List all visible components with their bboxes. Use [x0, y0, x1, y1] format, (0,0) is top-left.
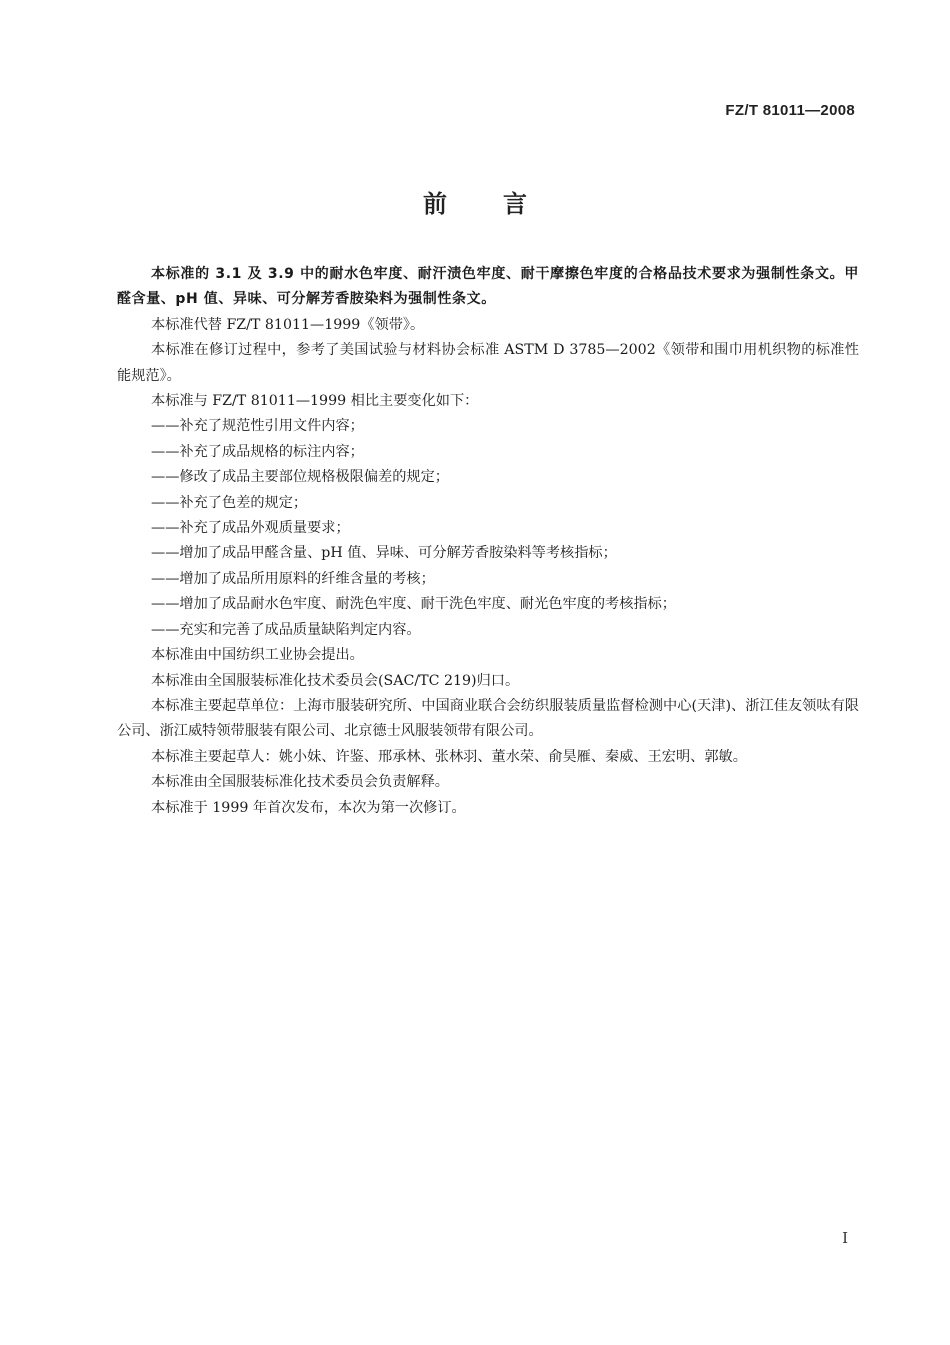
change-item: ——修改了成品主要部位规格极限偏差的规定； [151, 469, 449, 486]
interpretation-paragraph: 本标准由全国服装标准化技术委员会负责解释。 [151, 774, 449, 791]
history-paragraph: 本标准于 1999 年首次发布，本次为第一次修订。 [151, 799, 466, 816]
change-item: ——充实和完善了成品质量缺陷判定内容。 [151, 621, 421, 638]
page-title: 前言 [423, 190, 583, 218]
change-item: ——补充了成品规格的标注内容； [151, 443, 364, 460]
change-item: ——增加了成品所用原料的纤维含量的考核； [151, 570, 435, 587]
change-item: ——补充了色差的规定； [151, 494, 308, 511]
drafters-paragraph: 本标准主要起草人：姚小妹、许鉴、邢承林、张林羽、董水荣、俞昊雁、秦威、王宏明、郭敏。 [151, 748, 747, 765]
page-number: I [842, 1229, 848, 1247]
document-code: FZ/T 81011—2008 [725, 102, 855, 119]
mandatory-clause-paragraph: 本标准的 3.1 及 3.9 中的耐水色牢度、耐汗渍色牢度、耐干摩擦色牢度的合格品技术要求为强制性条文。甲醛含量、pH 值、异味、可分解芳香胺染料为强制性条文。 [117, 266, 859, 308]
drafting-units-paragraph: 本标准主要起草单位：上海市服装研究所、中国商业联合会纺织服装质量监督检测中心(天津)、浙江佳友领呔有限公司、浙江威特领带服装有限公司、北京德士风服装领带有限公司。 [117, 697, 859, 740]
changes-intro-paragraph: 本标准与 FZ/T 81011—1999 相比主要变化如下： [151, 393, 479, 410]
change-item: ——补充了成品外观质量要求； [151, 520, 350, 537]
change-item: ——增加了成品耐水色牢度、耐洗色牢度、耐干洗色牢度、耐光色牢度的考核指标； [151, 596, 676, 613]
foreword-body [117, 262, 859, 821]
changes-list [117, 414, 859, 643]
replaces-paragraph: 本标准代替 FZ/T 81011—1999《领带》。 [151, 316, 425, 333]
proposer-paragraph: 本标准由中国纺织工业协会提出。 [151, 647, 364, 664]
reference-paragraph: 本标准在修订过程中，参考了美国试验与材料协会标准 ASTM D 3785—2002《领带和围巾用机织物的标准性能规范》。 [117, 342, 859, 384]
change-item: ——补充了规范性引用文件内容； [151, 418, 364, 435]
change-item: ——增加了成品甲醛含量、pH 值、异味、可分解芳香胺染料等考核指标； [151, 545, 617, 562]
committee-paragraph: 本标准由全国服装标准化技术委员会(SAC/TC 219)归口。 [151, 672, 520, 689]
